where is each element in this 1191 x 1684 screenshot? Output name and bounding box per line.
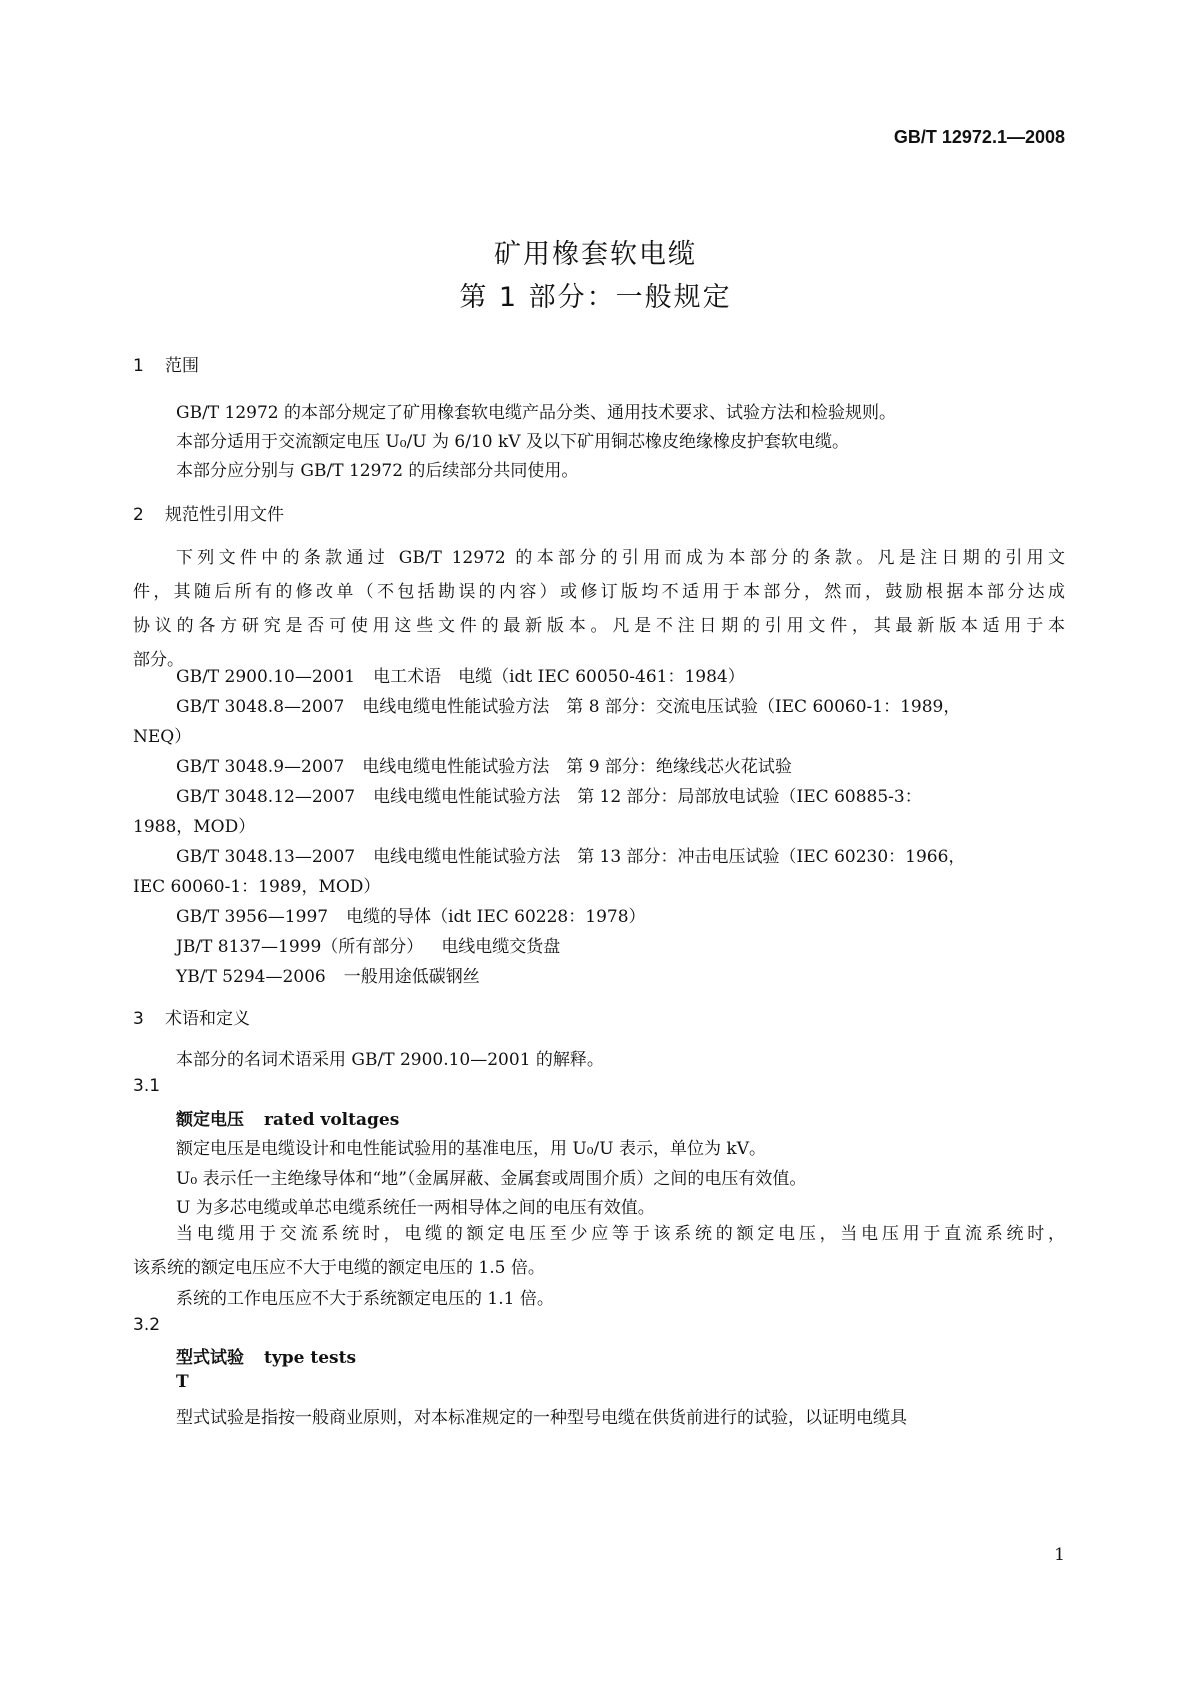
section-title: 范围: [165, 356, 199, 376]
term-english: rated voltages: [264, 1110, 400, 1130]
text-line: 协议的各方研究是否可使用这些文件的最新版本。凡是不注日期的引用文件，其最新版本适用于本: [133, 616, 1065, 636]
definition-paragraph: 系统的工作电压应不大于系统额定电压的 1.1 倍。: [176, 1289, 554, 1309]
standard-number: GB/T 12972.1—2008: [893, 127, 1065, 147]
reference-code: GB/T 2900.10—2001: [176, 667, 356, 687]
reference-title: 电线电缆电性能试验方法 第 13 部分：冲击电压试验（IEC 60230：1966，: [373, 847, 966, 867]
text-line: 当电缆用于交流系统时，电缆的额定电压至少应等于该系统的额定电压，当电压用于直流系统时，: [176, 1224, 1065, 1244]
section-2-heading: [133, 500, 284, 525]
definition-paragraph: 额定电压是电缆设计和电性能试验用的基准电压，用 U₀/U 表示，单位为 kV。: [176, 1139, 766, 1159]
reference-continuation: NEQ）: [133, 727, 192, 747]
reference-code: GB/T 3048.12—2007: [176, 787, 356, 807]
text-line: 该系统的额定电压应不大于电缆的额定电压的 1.5 倍。: [133, 1258, 545, 1278]
reference-item: [176, 662, 745, 687]
reference-item: [176, 902, 646, 927]
term-english: type tests: [264, 1348, 357, 1368]
reference-code: GB/T 3048.9—2007: [176, 757, 345, 777]
sec1-paragraph-1: GB/T 12972 的本部分规定了矿用橡套软电缆产品分类、通用技术要求、试验方法和检验规则。: [176, 403, 897, 423]
reference-item: [176, 932, 560, 957]
sec3-intro: 本部分的名词术语采用 GB/T 2900.10—2001 的解释。: [176, 1050, 604, 1070]
reference-item: [176, 692, 960, 717]
term-chinese: 型式试验: [176, 1348, 244, 1368]
subsection-3-2-number: 3.2: [133, 1315, 161, 1335]
reference-code: GB/T 3956—1997: [176, 907, 329, 927]
term-abbreviation: T: [176, 1372, 189, 1392]
term-type-tests: [176, 1343, 356, 1368]
document-title-line2: 第 1 部分：一般规定: [459, 282, 732, 313]
section-3-heading: [133, 1004, 250, 1029]
reference-code: GB/T 3048.8—2007: [176, 697, 345, 717]
reference-title: 电线电缆交货盘: [441, 937, 561, 957]
reference-code: GB/T 3048.13—2007: [176, 847, 356, 867]
definition-paragraph: U 为多芯电缆或单芯电缆系统任一两相导体之间的电压有效值。: [176, 1198, 655, 1218]
sec1-paragraph-3: 本部分应分别与 GB/T 12972 的后续部分共同使用。: [176, 461, 579, 481]
reference-title: 电线电缆电性能试验方法 第 12 部分：局部放电试验（IEC 60885-3：: [373, 787, 922, 807]
reference-continuation: 1988，MOD）: [133, 817, 256, 837]
term-rated-voltages: [176, 1105, 399, 1130]
reference-item: [176, 752, 792, 777]
reference-item: [176, 962, 480, 987]
section-1-heading: [133, 351, 199, 376]
reference-title: 一般用途低碳钢丝: [343, 967, 480, 987]
section-number: 1: [133, 356, 144, 376]
subsection-3-1-number: 3.1: [133, 1076, 161, 1096]
reference-code: YB/T 5294—2006: [176, 967, 326, 987]
reference-title: 电工术语 电缆（idt IEC 60050-461：1984）: [373, 667, 745, 687]
section-title: 规范性引用文件: [165, 505, 284, 525]
definition-paragraph-multiline: [133, 1217, 1065, 1285]
reference-continuation: IEC 60060-1：1989，MOD）: [133, 877, 381, 897]
reference-title: 电线电缆电性能试验方法 第 9 部分：绝缘线芯火花试验: [362, 757, 792, 777]
sec2-intro-paragraph: [133, 541, 1065, 677]
section-number: 2: [133, 505, 144, 525]
definition-paragraph: U₀ 表示任一主绝缘导体和“地”（金属屏蔽、金属套或周围介质）之间的电压有效值。: [176, 1169, 807, 1189]
section-number: 3: [133, 1009, 144, 1029]
reference-item: [176, 782, 922, 807]
term-chinese: 额定电压: [176, 1110, 244, 1130]
reference-title: 电缆的导体（idt IEC 60228：1978）: [346, 907, 646, 927]
sec1-paragraph-2: 本部分适用于交流额定电压 U₀/U 为 6/10 kV 及以下矿用铜芯橡皮绝缘橡皮护套软电缆。: [176, 432, 849, 452]
text-line: 部分。: [133, 650, 184, 670]
text-line: 件，其随后所有的修改单（不包括勘误的内容）或修订版均不适用于本部分，然而，鼓励根据本部分达成: [133, 582, 1065, 602]
text-line: 下列文件中的条款通过 GB/T 12972 的本部分的引用而成为本部分的条款。凡是注日期的引用文: [176, 548, 1065, 568]
definition-paragraph: 型式试验是指按一般商业原则，对本标准规定的一种型号电缆在供货前进行的试验，以证明电缆具: [176, 1408, 907, 1428]
reference-title: 电线电缆电性能试验方法 第 8 部分：交流电压试验（IEC 60060-1：1989，: [362, 697, 961, 717]
document-title-line1: 矿用橡套软电缆: [494, 239, 697, 270]
reference-code: JB/T 8137—1999（所有部分）: [176, 937, 424, 957]
reference-item: [176, 842, 965, 867]
page-number: 1: [1054, 1545, 1065, 1565]
section-title: 术语和定义: [165, 1009, 250, 1029]
